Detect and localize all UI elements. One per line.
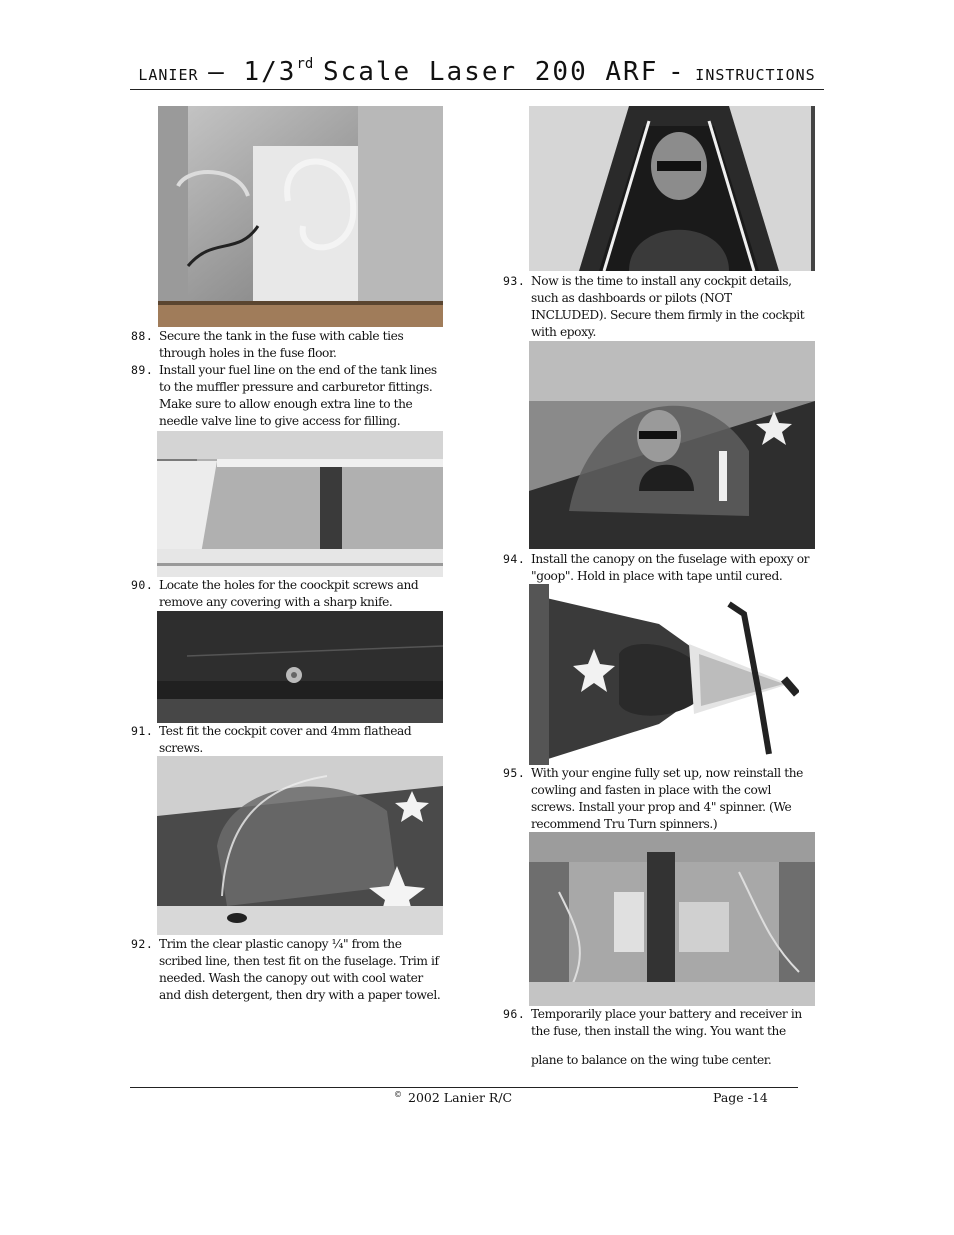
step-line: and dish detergent, then dry with a paper towel. <box>159 988 441 1002</box>
step-number: 95. <box>503 766 526 780</box>
photo-cockpit-holes <box>157 431 443 577</box>
step-number: 89. <box>131 363 154 377</box>
step-line: plane to balance on the wing tube center. <box>531 1053 772 1067</box>
step-line: cowling and fasten in place with the cowl <box>531 783 771 797</box>
footer-copyright <box>394 1090 512 1105</box>
photo-fuel-tank <box>158 106 443 327</box>
step-line: Test fit the cockpit cover and 4mm flathead <box>159 724 412 738</box>
step-number: 93. <box>503 274 526 288</box>
step-line: recommend Tru Turn spinners.) <box>531 817 718 831</box>
step-line: the fuse, then install the wing. You want the <box>531 1024 786 1038</box>
step-line: "goop". Hold in place with tape until cured. <box>531 569 783 583</box>
step-line: such as dashboards or pilots (NOT <box>531 291 732 305</box>
footer-page-number: Page -14 <box>713 1090 768 1105</box>
photo-canopy-fit <box>157 756 443 935</box>
footer-rule <box>130 1087 798 1088</box>
step-number: 88. <box>131 329 154 343</box>
step-line: screws. <box>159 741 203 755</box>
step-line: scribed line, then test fit on the fuselage. Trim if <box>159 954 439 968</box>
header-rule <box>130 89 824 90</box>
step-line: Secure the tank in the fuse with cable ties <box>159 329 404 343</box>
photo-pilot-figure <box>529 106 815 271</box>
step-line <box>531 1040 802 1052</box>
photo-battery-receiver <box>529 832 815 1006</box>
header-title: Scale Laser 200 ARF <box>322 57 659 87</box>
page-header <box>130 56 824 88</box>
step-line: Install your fuel line on the end of the tank lines <box>159 363 437 377</box>
step-line: to the muffler pressure and carburetor fittings. <box>159 380 433 394</box>
step-line: through holes in the fuse floor. <box>159 346 337 360</box>
step-line: with epoxy. <box>531 325 596 339</box>
header-fraction: – 1/3 <box>208 57 297 87</box>
copyright-text: 2002 Lanier R/C <box>408 1090 513 1105</box>
step-number: 91. <box>131 724 154 738</box>
header-instructions: INSTRUCTIONS <box>695 66 816 84</box>
step-line: Make sure to allow enough extra line to the <box>159 397 413 411</box>
step-line: Install the canopy on the fuselage with epoxy or <box>531 552 810 566</box>
step-line: INCLUDED). Secure them firmly in the cockpit <box>531 308 805 322</box>
step-line: remove any covering with a sharp knife. <box>159 595 393 609</box>
step-number: 94. <box>503 552 526 566</box>
step-line: Locate the holes for the coockpit screws and <box>159 578 419 592</box>
step-line: needed. Wash the canopy out with cool water <box>159 971 423 985</box>
photo-cockpit-cover <box>157 611 443 723</box>
copyright-symbol: © <box>394 1090 402 1099</box>
photo-canopy-installed <box>529 341 815 549</box>
step-line: With your engine fully set up, now reinstall the <box>531 766 803 780</box>
header-superscript: rd <box>296 56 314 72</box>
step-number: 90. <box>131 578 154 592</box>
header-brand: LANIER <box>138 66 199 84</box>
step-number: 96. <box>503 1007 526 1021</box>
step-line: screws. Install your prop and 4" spinner. (We <box>531 800 792 814</box>
step-line: needle valve line to give access for filling. <box>159 414 401 428</box>
step-line: Temporarily place your battery and receiver in <box>531 1007 802 1021</box>
step-number: 92. <box>131 937 154 951</box>
step-line: Now is the time to install any cockpit details, <box>531 274 792 288</box>
photo-cowling <box>529 584 799 765</box>
header-dash: - <box>668 57 686 87</box>
step-line: Trim the clear plastic canopy ¼" from the <box>159 937 402 951</box>
